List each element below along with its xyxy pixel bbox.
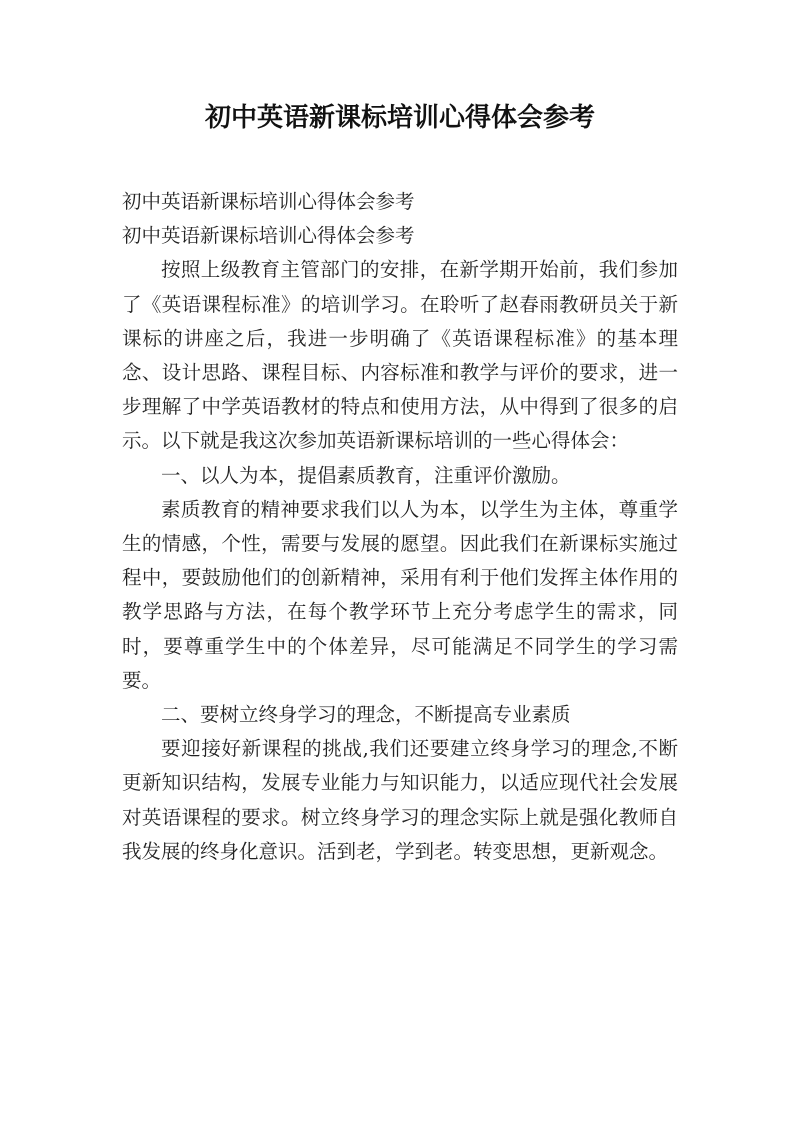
body-paragraph: 按照上级教育主管部门的安排，在新学期开始前，我们参加了《英语课程标准》的培训学习。在聆听了赵春雨教研员关于新课标的讲座之后，我进一步明确了《英语课程标准》的基本理念、设计思路、课程目标、内容标准和教学与评价的要求，进一步理解了中学英语教材的特点和使用方法，从中得到了很多的启示。以下就是我这次参加英语新课标培训的一些心得体会： <box>122 258 678 453</box>
subtitle-line: 初中英语新课标培训心得体会参考 <box>122 190 415 213</box>
body-paragraph: 要迎接好新课程的挑战,我们还要建立终身学习的理念,不断更新知识结构，发展专业能力与知识能力，以适应现代社会发展对英语课程的要求。树立终身学习的理念实际上就是强化教师自我发展的终身化意识。活到老，学到老。转变思想，更新观念。 <box>122 737 678 863</box>
section-heading: 一、以人为本，提倡素质教育，注重评价激励。 <box>161 463 571 487</box>
document-body <box>122 185 678 869</box>
body-paragraph: 素质教育的精神要求我们以人为本，以学生为主体，尊重学生的情感，个性，需要与发展的愿望。因此我们在新课标实施过程中，要鼓励他们的创新精神，采用有利于他们发挥主体作用的教学思路与方法，在每个教学环节上充分考虑学生的需求，同时，要尊重学生中的个体差异，尽可能满足不同学生的学习需要。 <box>122 497 678 692</box>
document-title: 初中英语新课标培训心得体会参考 <box>204 103 595 133</box>
section-heading: 二、要树立终身学习的理念，不断提高专业素质 <box>161 703 571 727</box>
subtitle-line: 初中英语新课标培训心得体会参考 <box>122 224 415 248</box>
